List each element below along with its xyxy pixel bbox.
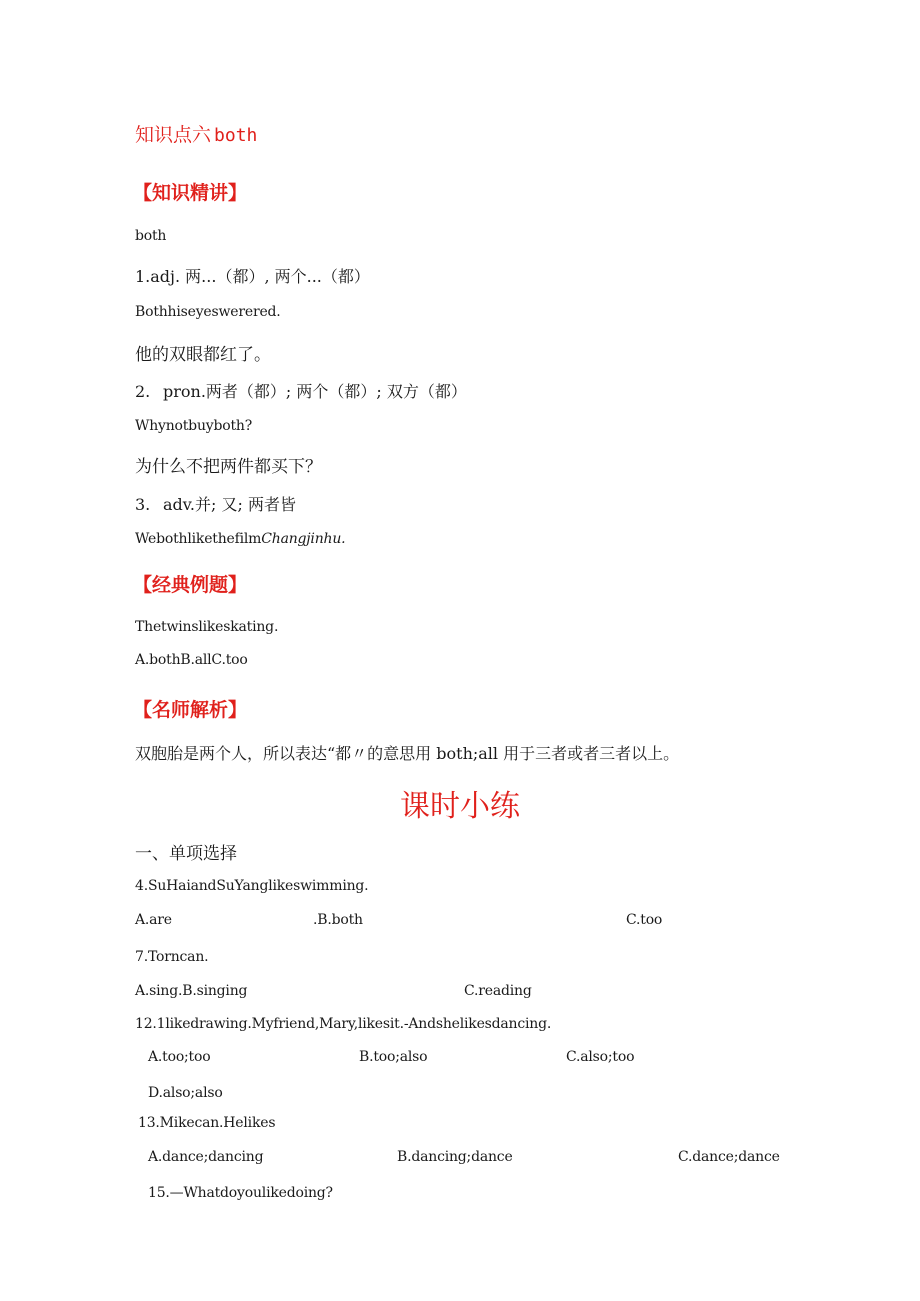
definition-1: 1.adj. 两...（都）, 两个...（都） [135,267,370,286]
translation-2: 为什么不把两件都买下？ [135,457,322,477]
question-12-option-a: A.too;too [148,1049,211,1065]
example-sentence-3-text: Webothlikethefilm [135,531,262,547]
analysis-header: 【名师解析】 [133,699,248,721]
example-sentence-1: Bothhiseyeswerered. [135,304,281,320]
definition-3-number: 3. [135,495,151,514]
section-title-main: 知识点六 [135,124,212,146]
definition-2-text: pron.两者（都）; 两个（都）; 双方（都） [163,382,467,401]
definition-2 [135,379,467,402]
knowledge-header: 【知识精讲】 [133,182,248,204]
question-7: 7.Torncan. [135,949,209,965]
question-4-option-c: C.too [626,912,663,928]
section-title-word: both [214,125,258,146]
section-title [135,120,257,147]
film-title: Changjinhu. [261,531,346,547]
question-4-option-b: .B.both [313,912,363,928]
question-13-option-b: B.dancing;dance [397,1149,513,1165]
example-question: Thetwinslikeskating. [135,619,279,635]
analysis-text: 双胞胎是两个人，所以表达“都〃的意思用 both;all 用于三者或者三者以上。 [135,744,680,763]
question-13-option-c: C.dance;dance [678,1149,780,1165]
example-sentence-3 [135,531,345,547]
definition-3 [135,492,296,515]
knowledge-word: both [135,228,167,244]
question-4-option-a: A.are [135,912,172,928]
question-15: 15.—Whatdoyoulikedoing? [148,1185,333,1201]
question-7-option-c: C.reading [464,983,532,999]
question-4: 4.SuHaiandSuYanglikeswimming. [135,878,369,894]
question-7-options-ab: A.sing.B.singing [135,983,248,999]
question-12-option-c: C.also;too [566,1049,635,1065]
example-sentence-2: Whynotbuyboth? [135,418,253,434]
question-12: 12.1likedrawing.Myfriend,Mary,likesit.-Andshelikesdancing. [135,1016,552,1032]
example-header: 【经典例题】 [133,574,248,596]
definition-3-text: adv.并; 又; 两者皆 [163,495,296,514]
example-options: A.bothB.allC.too [135,652,248,668]
definition-2-number: 2. [135,382,151,401]
question-13: 13.Mikecan.Helikes [138,1115,276,1131]
practice-section: 一、单项选择 [135,844,237,864]
translation-1: 他的双眼都红了。 [135,345,271,365]
practice-title: 课时小练 [400,789,520,824]
question-12-option-d: D.also;also [148,1085,223,1101]
question-13-option-a: A.dance;dancing [148,1149,264,1165]
question-12-option-b: B.too;also [359,1049,428,1065]
